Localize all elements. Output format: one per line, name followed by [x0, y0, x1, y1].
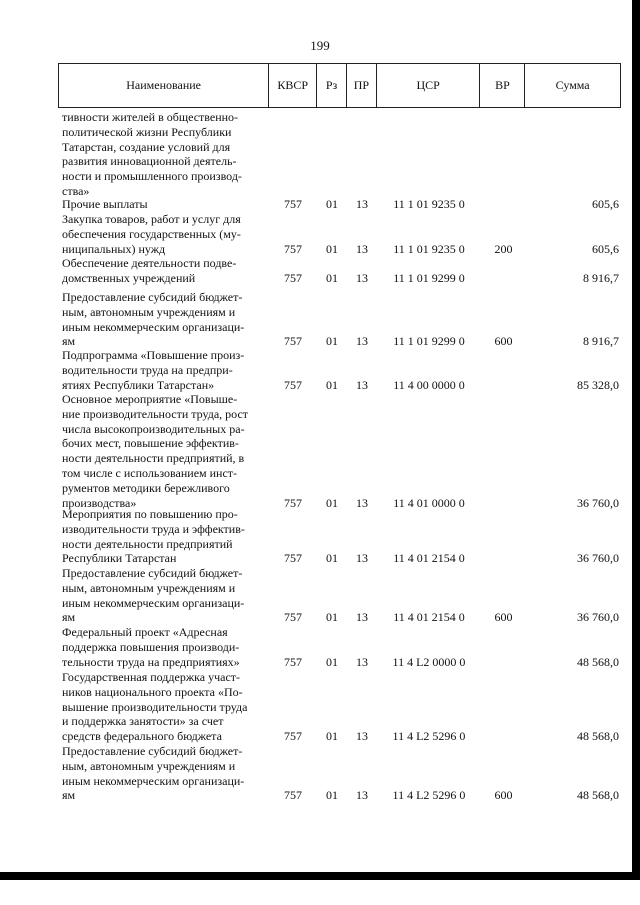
table-row	[58, 348, 621, 392]
cell-kvsr: 757	[284, 197, 302, 211]
cell-name: Прочие выплаты	[62, 197, 148, 211]
cell-rz: 01	[326, 270, 338, 285]
cell-csr: 11 4 L2 5296 0	[392, 788, 466, 803]
cell-kvsr: 757	[284, 241, 302, 256]
table-row	[58, 507, 621, 566]
cell-rz: 01	[326, 654, 338, 669]
cell-name: Предоставление субсидий бюджет- ным, автономным учреждениям и иным некоммерческим организаци- ям	[62, 290, 245, 349]
cell-pr: 13	[356, 654, 368, 669]
cell-sum: 48 568,0	[577, 654, 619, 669]
cell-kvsr: 757	[284, 270, 302, 285]
cell-sum: 8 916,7	[583, 334, 619, 349]
cell-csr: 11 4 00 0000 0	[393, 377, 465, 392]
cell-kvsr: 757	[284, 729, 302, 744]
cell-pr: 13	[356, 270, 368, 285]
cell-rz: 01	[326, 788, 338, 803]
header-pr: ПР	[347, 64, 377, 107]
cell-pr: 13	[356, 551, 368, 566]
cell-kvsr: 757	[284, 495, 302, 510]
cell-pr: 13	[356, 377, 368, 392]
cell-sum: 8 916,7	[583, 270, 619, 285]
cell-vr: 200	[494, 241, 513, 256]
table-row	[58, 197, 621, 212]
cell-kvsr: 757	[284, 788, 302, 803]
header-sum: Сумма	[555, 78, 590, 92]
header-rz: Рз	[317, 64, 347, 107]
cell-pr: 13	[356, 788, 368, 803]
header-csr: ЦСР	[377, 64, 481, 107]
cell-csr: 11 4 01 2154 0	[393, 610, 465, 625]
cell-sum: 605,6	[592, 241, 619, 256]
cell-kvsr: 757	[284, 551, 302, 566]
table-row	[58, 625, 621, 669]
cell-rz: 01	[326, 241, 338, 256]
cell-csr: 11 1 01 9235 0	[393, 197, 465, 211]
cell-pr: 13	[356, 334, 368, 349]
cell-rz: 01	[326, 551, 338, 566]
cell-csr: 11 4 L2 5296 0	[392, 729, 466, 744]
table-row	[58, 290, 621, 349]
cell-rz: 01	[326, 197, 338, 211]
header-name: Наименование	[59, 64, 269, 107]
cell-vr: 600	[494, 334, 513, 349]
cell-pr: 13	[356, 241, 368, 256]
cell-pr: 13	[356, 610, 368, 625]
cell-csr: 11 4 01 2154 0	[393, 551, 465, 566]
cell-csr: 11 1 01 9235 0	[393, 241, 465, 256]
cell-sum: 36 760,0	[577, 610, 619, 625]
cell-csr: 11 4 L2 0000 0	[392, 654, 466, 669]
cell-sum: 85 328,0	[577, 377, 619, 392]
cell-sum: 48 568,0	[577, 788, 619, 803]
table-header	[58, 63, 621, 108]
cell-sum: 36 760,0	[577, 551, 619, 566]
cell-csr: 11 4 01 0000 0	[393, 495, 465, 510]
cell-pr: 13	[356, 197, 368, 211]
cell-rz: 01	[326, 334, 338, 349]
cell-csr: 11 1 01 9299 0	[393, 334, 465, 349]
header-kvsr: КВСР	[269, 64, 317, 107]
cell-name: Обеспечение деятельности подве- домственных учреждений	[62, 256, 237, 285]
scan-edge-bottom	[0, 872, 640, 880]
cell-rz: 01	[326, 495, 338, 510]
cell-kvsr: 757	[284, 610, 302, 625]
cell-csr: 11 1 01 9299 0	[393, 270, 465, 285]
cell-kvsr: 757	[284, 654, 302, 669]
cell-sum: 36 760,0	[577, 495, 619, 510]
table-row	[58, 392, 621, 510]
cell-rz: 01	[326, 610, 338, 625]
cell-name: Государственная поддержка участ- ников национального проекта «По- вышение производительности труда и поддержка занятости» за счет средств федерального бюджета	[62, 670, 248, 744]
cell-name: Предоставление субсидий бюджет- ным, автономным учреждениям и иным некоммерческим организаци- ям	[62, 566, 245, 625]
table-row	[58, 670, 621, 744]
cell-rz: 01	[326, 729, 338, 744]
cell-name: Подпрограмма «Повышение произ- водительности труда на предпри- ятиях Республики Татарстан»	[62, 348, 245, 392]
cell-name: Федеральный проект «Адресная поддержка повышения производи- тельности труда на предприятиях»	[62, 625, 240, 669]
table-row	[58, 110, 621, 199]
cell-sum: 48 568,0	[577, 729, 619, 744]
cell-name: тивности жителей в общественно- политической жизни Республики Татарстан, создание условий для развития инновационной деятель- ности и промышленного производ- ства»	[62, 110, 242, 198]
scan-edge-right	[632, 0, 640, 880]
cell-pr: 13	[356, 729, 368, 744]
cell-name: Закупка товаров, работ и услуг для обеспечения государственных (му- ниципальных) нужд	[62, 212, 241, 256]
cell-kvsr: 757	[284, 377, 302, 392]
table-row	[58, 256, 621, 286]
table-row	[58, 566, 621, 625]
cell-name: Предоставление субсидий бюджет- ным, автономным учреждениям и иным некоммерческим организаци- ям	[62, 744, 245, 803]
cell-kvsr: 757	[284, 334, 302, 349]
cell-name: Мероприятия по повышению про- изводительности труда и эффектив- ности деятельности предприятий Республики Татарстан	[62, 507, 245, 566]
cell-pr: 13	[356, 495, 368, 510]
header-vr: ВР	[480, 64, 525, 107]
table-row	[58, 744, 621, 803]
cell-vr: 600	[494, 610, 513, 625]
cell-vr: 600	[494, 788, 513, 803]
page-number: 199	[310, 38, 330, 53]
table-row	[58, 212, 621, 256]
cell-rz: 01	[326, 377, 338, 392]
cell-sum: 605,6	[592, 197, 619, 211]
cell-name: Основное мероприятие «Повыше- ние производительности труда, рост числа высокопроизводительных ра- бочих мест, повышение эффектив- ности деятельности предприятий, в том числе с использованием инст- рументов методики бережливого производства»	[62, 392, 249, 510]
